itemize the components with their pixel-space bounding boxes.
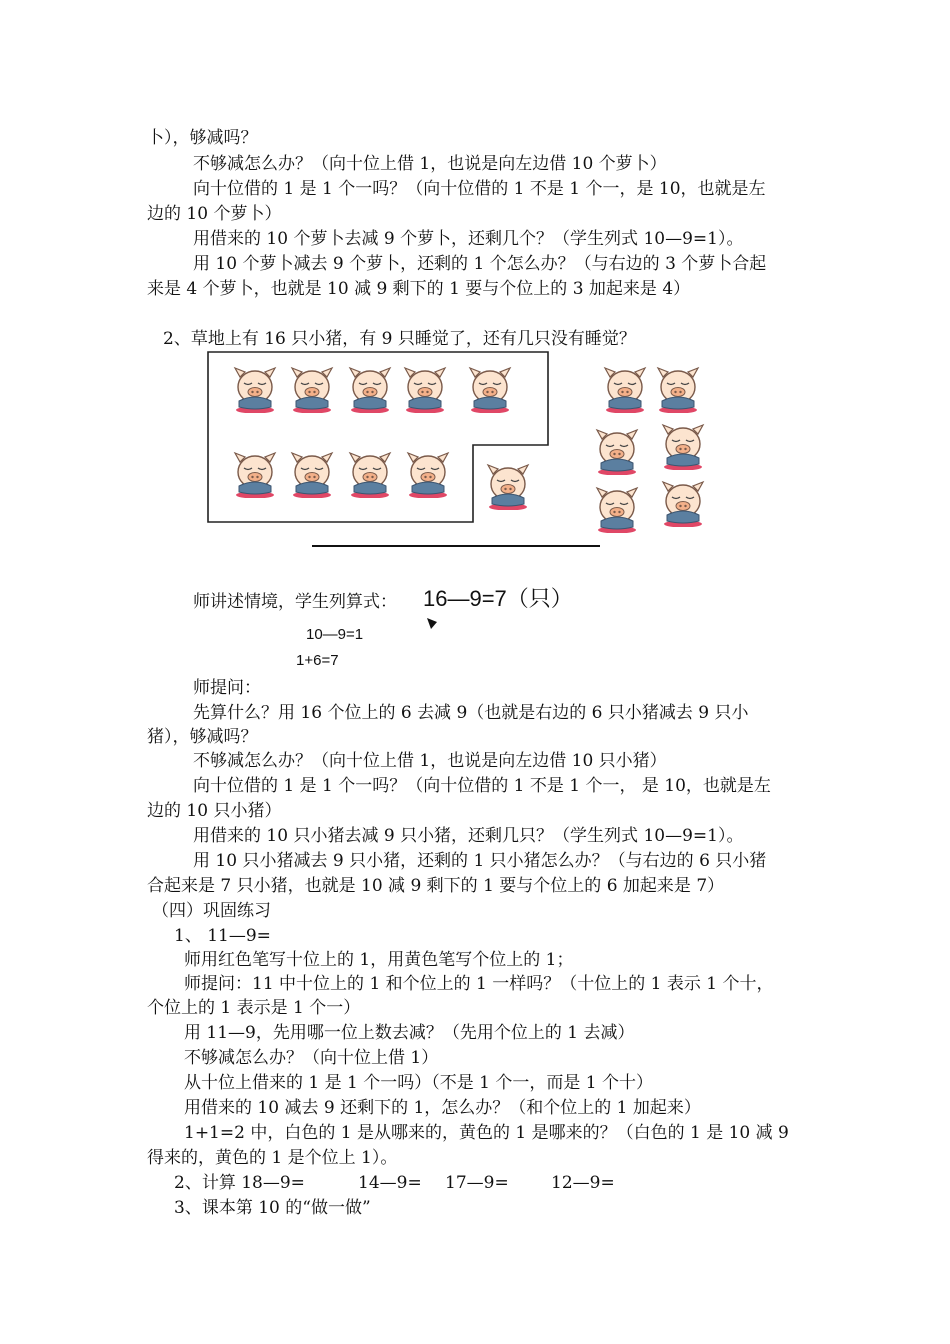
sleeping-pig-icon — [232, 448, 278, 498]
sleeping-pig-icon — [485, 460, 531, 510]
text-line: 先算什么？用 16 个位上的 6 去减 9（也就是右边的 6 只小猪减去 9 只小 — [193, 703, 749, 723]
exercise-2-calc-1: 2、计算 18—9= — [174, 1173, 305, 1193]
step-equation-2: 1+6=7 — [296, 652, 339, 669]
question-2: 2、草地上有 16 只小猪，有 9 只睡觉了，还有几只没有睡觉？ — [163, 329, 636, 349]
exercise-2-calc-4: 12—9= — [551, 1173, 615, 1193]
sleeping-pig-icon — [232, 363, 278, 413]
text-line: 不够减怎么办？（向十位上借 1，也说是向左边借 10 只小猪） — [193, 751, 667, 771]
text-line: 师用红色笔写十位上的 1，用黄色笔写个位上的 1； — [184, 950, 574, 970]
divider-line — [312, 540, 600, 550]
text-line: 向十位借的 1 是 1 个一吗？（向十位借的 1 不是 1 个一， 是 10，也就是左 — [193, 776, 771, 796]
step-equation-1: 10—9=1 — [306, 626, 364, 643]
pig-icon — [594, 483, 640, 533]
text-line: 用借来的 10 减去 9 还剩下的 1，怎么办？（和个位上的 1 加起来） — [184, 1098, 701, 1118]
text-line: 边的 10 只小猪） — [147, 801, 282, 821]
pig-icon — [660, 420, 706, 470]
pig-icon — [602, 363, 648, 413]
text-line: 卜），够减吗？ — [147, 128, 258, 148]
pig-icon — [594, 425, 640, 475]
pig-icon — [660, 477, 706, 527]
sleeping-pig-icon — [405, 448, 451, 498]
teacher-intro: 师讲述情境，学生列算式： — [193, 592, 397, 612]
text-line: 不够减怎么办？（向十位上借 1，也说是向左边借 10 个萝卜） — [193, 154, 667, 174]
sleeping-pig-icon — [347, 363, 393, 413]
text-line: 合起来是 7 只小猪，也就是 10 减 9 剩下的 1 要与个位上的 6 加起来是 7） — [147, 876, 725, 896]
arrow-down-icon — [425, 617, 439, 631]
text-line: 向十位借的 1 是 1 个一吗？（向十位借的 1 不是 1 个一，是 10，也就是左 — [193, 179, 766, 199]
text-line: 来是 4 个萝卜，也就是 10 减 9 剩下的 1 要与个位上的 3 加起来是 4） — [147, 279, 691, 299]
text-line: 边的 10 个萝卜） — [147, 204, 282, 224]
sleeping-pig-icon — [289, 363, 335, 413]
text-line: 师提问：11 中十位上的 1 和个位上的 1 一样吗？（十位上的 1 表示 1 个十， — [184, 974, 774, 994]
text-line: 用 10 个萝卜减去 9 个萝卜，还剩的 1 个怎么办？（与右边的 3 个萝卜合起 — [193, 254, 767, 274]
text-line: 用借来的 10 只小猪去减 9 只小猪，还剩几只？（学生列式 10—9=1）。 — [193, 826, 744, 846]
text-line: 师提问： — [193, 678, 261, 698]
sleeping-pig-icon — [467, 363, 513, 413]
sleeping-pig-icon — [347, 448, 393, 498]
text-line: 得来的，黄色的 1 是个位上 1）。 — [147, 1148, 398, 1168]
pig-icon — [655, 363, 701, 413]
section-heading: （四）巩固练习 — [152, 901, 271, 921]
text-line: 不够减怎么办？（向十位上借 1） — [184, 1048, 439, 1068]
text-line: 用 10 只小猪减去 9 只小猪，还剩的 1 只小猪怎么办？（与右边的 6 只小猪 — [193, 851, 767, 871]
text-line: 从十位上借来的 1 是 1 个一吗）（不是 1 个一，而是 1 个十） — [184, 1073, 653, 1093]
exercise-2-calc-2: 14—9= — [358, 1173, 422, 1193]
text-line: 猪），够减吗？ — [147, 727, 258, 747]
exercise-2-calc-3: 17—9= — [445, 1173, 509, 1193]
sleeping-pig-icon — [289, 448, 335, 498]
text-line: 1+1=2 中，白色的 1 是从哪来的，黄色的 1 是哪来的？（白色的 1 是 10 减 9 — [184, 1123, 789, 1143]
exercise-3: 3、课本第 10 的“做一做” — [174, 1198, 371, 1218]
sleeping-pig-icon — [402, 363, 448, 413]
text-line: 用借来的 10 个萝卜去减 9 个萝卜，还剩几个？（学生列式 10—9=1）。 — [193, 229, 744, 249]
text-line: 个位上的 1 表示是 1 个一） — [147, 998, 361, 1018]
text-line: 用 11—9，先用哪一位上数去减？（先用个位上的 1 去减） — [184, 1023, 635, 1043]
main-equation: 16—9=7（只） — [423, 586, 573, 611]
exercise-1: 1、 11—9= — [174, 926, 271, 946]
